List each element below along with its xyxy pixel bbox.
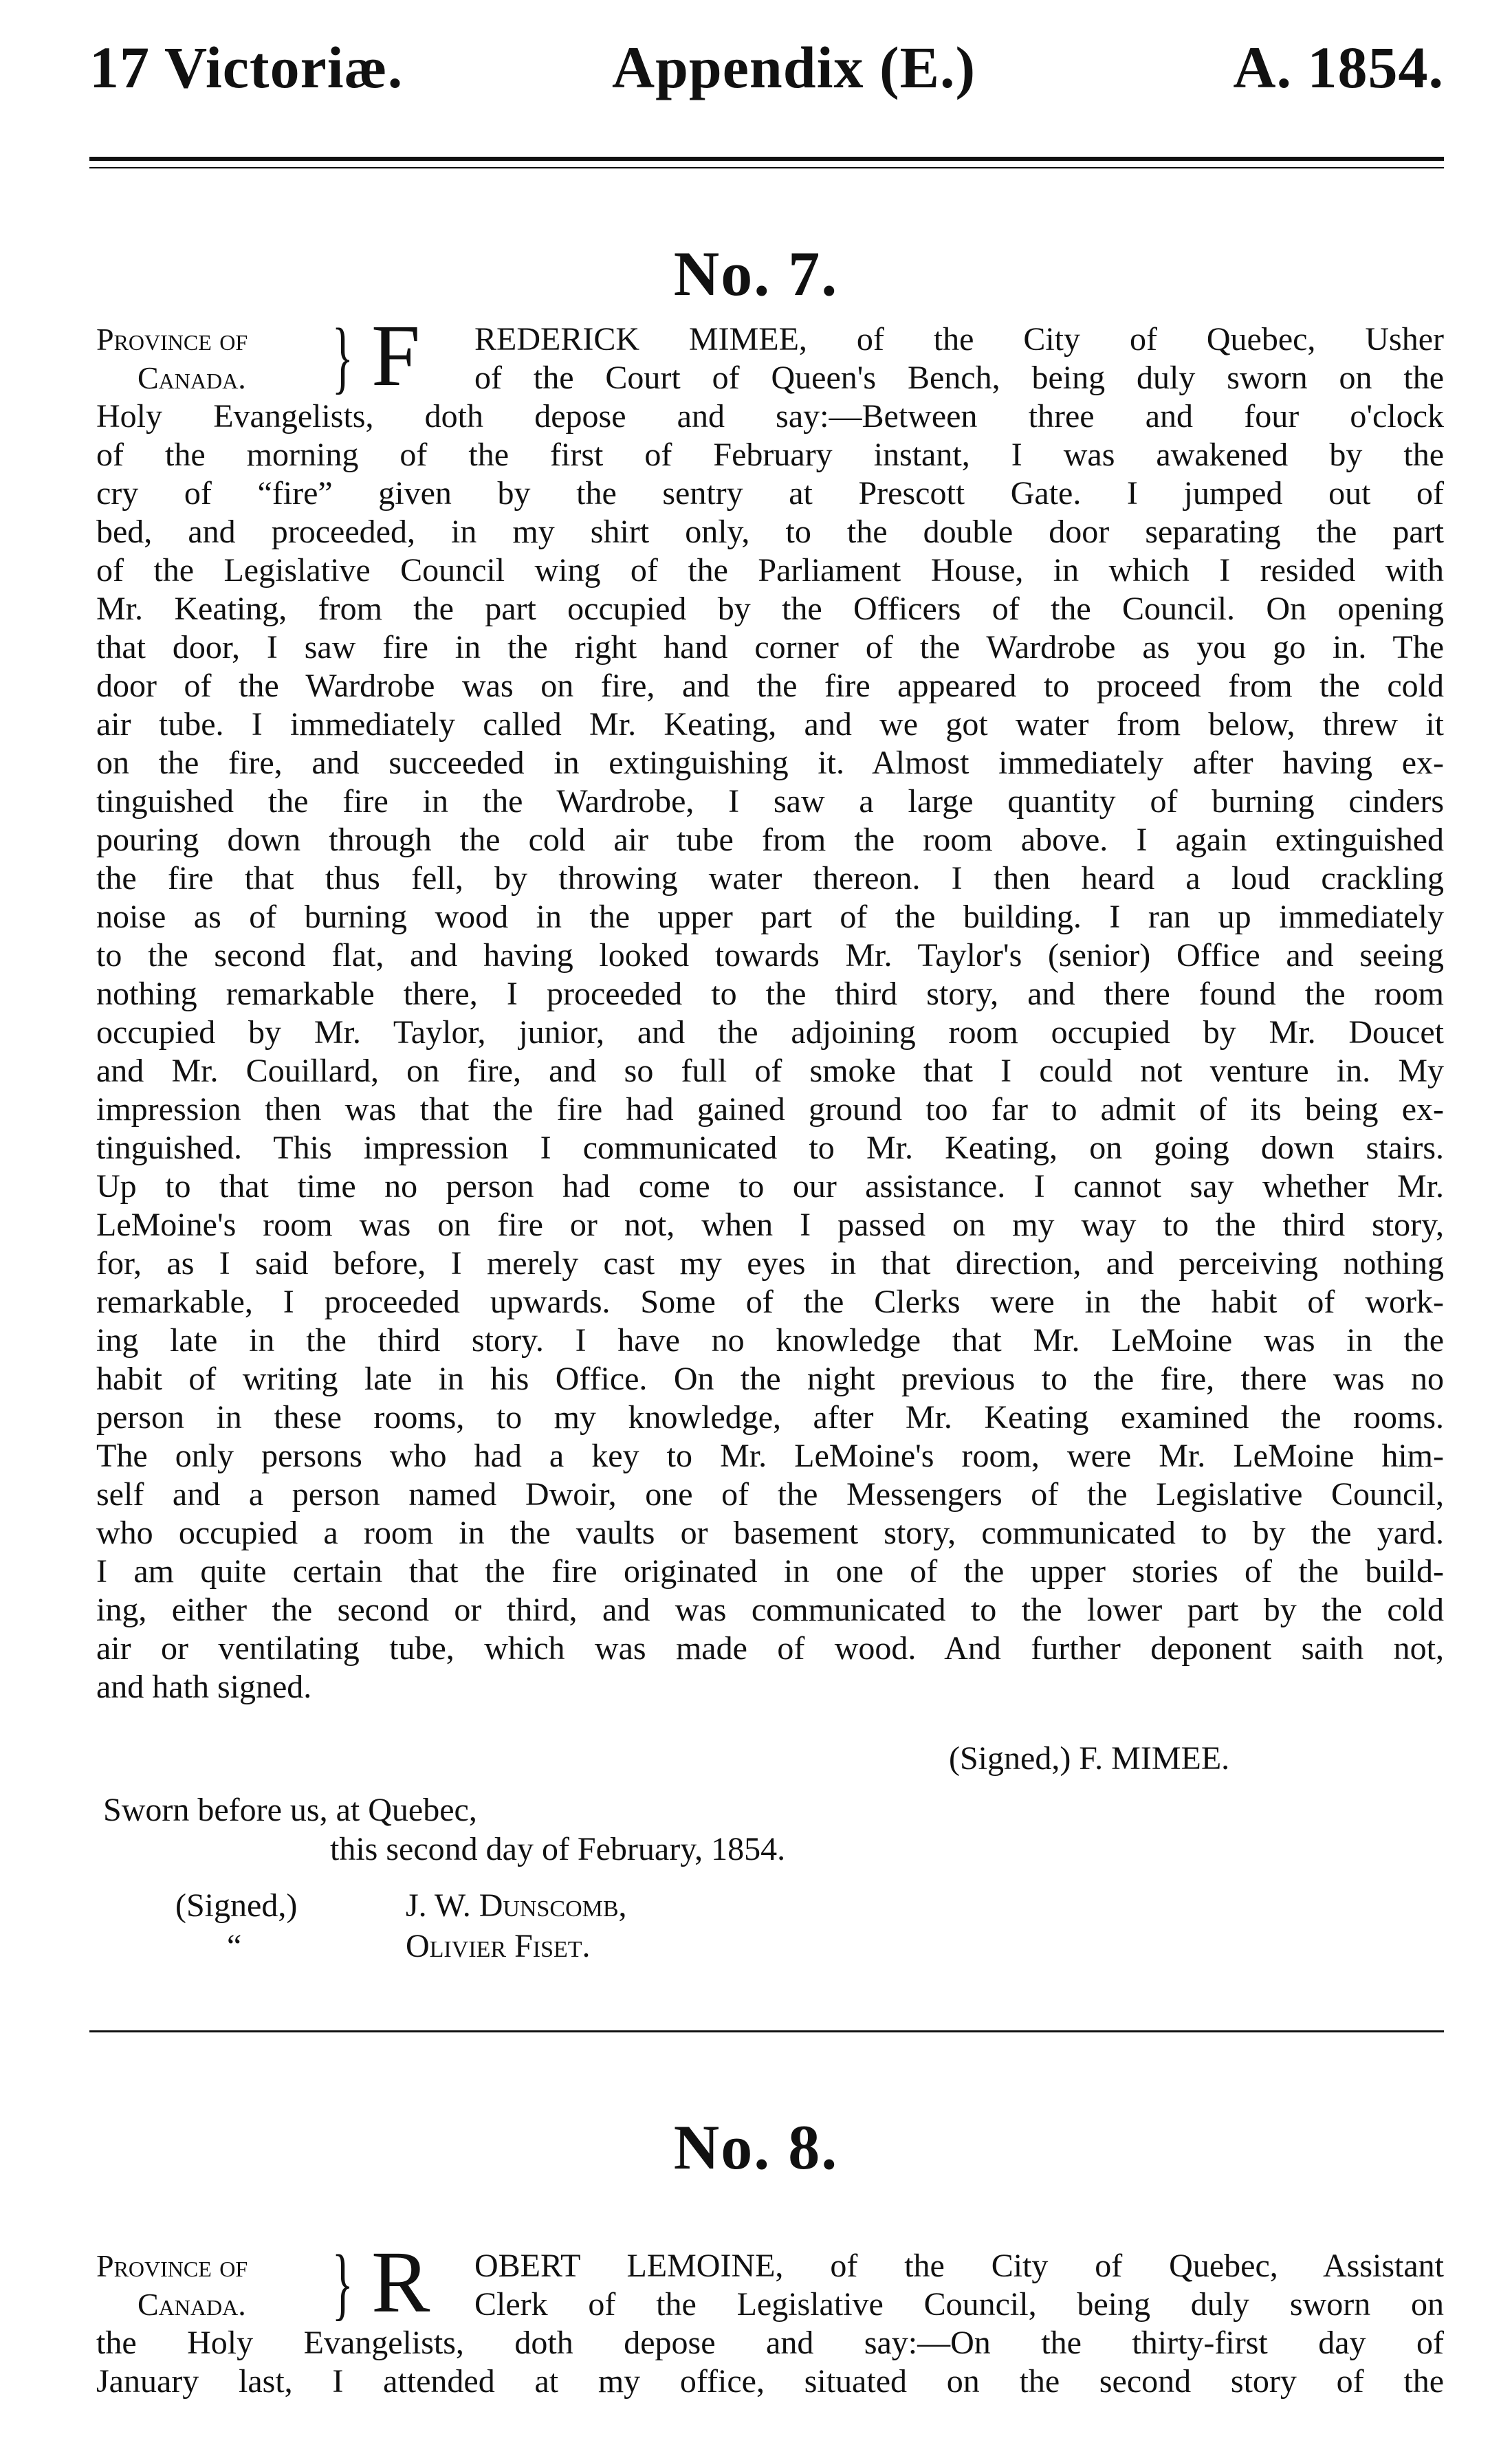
text-line: REDERICK MIMEE, of the City of Quebec, Usher xyxy=(474,321,1444,358)
header-year: A. 1854. xyxy=(1233,34,1444,100)
text-line: air tube. I immediately called Mr. Keating, and we got water from below, threw it xyxy=(96,706,1444,743)
text-line: ing late in the third story. I have no knowledge that Mr. LeMoine was in the xyxy=(96,1322,1444,1359)
brace-mark: } xyxy=(331,311,353,402)
text-line: OBERT LEMOINE, of the City of Quebec, Assistant xyxy=(474,2248,1444,2284)
text-line: impression then was that the fire had gained ground too far to admit of its being ex- xyxy=(96,1091,1444,1128)
text-line: tinguished. This impression I communicated to Mr. Keating, on going down stairs. xyxy=(96,1130,1444,1166)
text-line: that door, I saw fire in the right hand corner of the Wardrobe as you go in. The xyxy=(96,629,1444,666)
text-line: The only persons who had a key to Mr. LeMoine's room, were Mr. LeMoine him- xyxy=(96,1438,1444,1474)
text-line: ing, either the second or third, and was communicated to the lower part by the cold xyxy=(96,1592,1444,1628)
province-line1-no8: Province of xyxy=(96,2248,248,2283)
text-line: Holy Evangelists, doth depose and say:—Between three and four o'clock xyxy=(96,398,1444,435)
page-header xyxy=(89,33,1444,116)
text-line: noise as of burning wood in the upper part of the building. I ran up immediately xyxy=(96,899,1444,935)
text-line: the Holy Evangelists, doth depose and say:—On the thirty-first day of xyxy=(96,2325,1444,2361)
text-line: cry of “fire” given by the sentry at Prescott Gate. I jumped out of xyxy=(96,475,1444,512)
section-title-no8: No. 8. xyxy=(673,2112,839,2182)
section-title-no7: No. 7. xyxy=(673,239,839,309)
text-line: door of the Wardrobe was on fire, and the fire appeared to proceed from the cold xyxy=(96,668,1444,704)
province-line1: Province of xyxy=(96,322,248,357)
signed-label: (Signed,) xyxy=(175,1887,298,1924)
text-line: the fire that thus fell, by throwing water thereon. I then heard a loud crackling xyxy=(96,860,1444,897)
province-line2-no8: Canada. xyxy=(138,2287,246,2322)
text-line: of the Court of Queen's Bench, being duly sworn on the xyxy=(474,360,1444,396)
ditto-mark: “ xyxy=(227,1928,242,1964)
witness-2: Olivier Fiset. xyxy=(406,1928,591,1964)
sworn-line1: Sworn before us, at Quebec, xyxy=(103,1792,477,1828)
text-line: who occupied a room in the vaults or basement story, communicated to by the yard. xyxy=(96,1515,1444,1551)
text-line: Up to that time no person had come to our assistance. I cannot say whether Mr. xyxy=(96,1168,1444,1205)
header-rule-thick xyxy=(89,157,1444,161)
text-line: and hath signed. xyxy=(96,1669,312,1705)
text-line: person in these rooms, to my knowledge, after Mr. Keating examined the rooms. xyxy=(96,1399,1444,1436)
text-line: I am quite certain that the fire originated in one of the upper stories of the build- xyxy=(96,1553,1444,1590)
text-line: January last, I attended at my office, situated on the second story of the xyxy=(96,2363,1444,2400)
brace-mark-no8: } xyxy=(331,2238,353,2328)
header-session: 17 Victoriæ. xyxy=(89,34,404,100)
text-line: habit of writing late in his Office. On the night previous to the fire, there was no xyxy=(96,1361,1444,1397)
text-line: to the second flat, and having looked towards Mr. Taylor's (senior) Office and seeing xyxy=(96,937,1444,974)
text-line: air or ventilating tube, which was made of wood. And further deponent saith not, xyxy=(96,1630,1444,1667)
text-line: for, as I said before, I merely cast my eyes in that direction, and perceiving nothing xyxy=(96,1245,1444,1282)
section-divider xyxy=(89,2030,1444,2032)
drop-cap: F xyxy=(371,307,421,404)
header-rule-thin xyxy=(89,167,1444,168)
text-line: tinguished the fire in the Wardrobe, I saw a large quantity of burning cinders xyxy=(96,783,1444,820)
text-line: of the Legislative Council wing of the Parliament House, in which I resided with xyxy=(96,552,1444,589)
text-line: on the fire, and succeeded in extinguishing it. Almost immediately after having ex- xyxy=(96,745,1444,781)
province-label-no8 xyxy=(96,2247,323,2324)
province-line2: Canada. xyxy=(138,360,246,395)
header-appendix: Appendix (E.) xyxy=(612,34,976,100)
text-line: pouring down through the cold air tube from the room above. I again extinguished xyxy=(96,822,1444,858)
text-line: Clerk of the Legislative Council, being duly sworn on xyxy=(474,2286,1444,2323)
witness-1: J. W. Dunscomb, xyxy=(406,1887,627,1924)
text-line: self and a person named Dwoir, one of the Messengers of the Legislative Council, xyxy=(96,1476,1444,1513)
drop-cap-no8: R xyxy=(371,2233,430,2331)
text-line: occupied by Mr. Taylor, junior, and the adjoining room occupied by Mr. Doucet xyxy=(96,1014,1444,1051)
deponent-signature: (Signed,) F. MIMEE. xyxy=(949,1740,1230,1777)
text-line: bed, and proceeded, in my shirt only, to the double door separating the part xyxy=(96,514,1444,550)
text-line: nothing remarkable there, I proceeded to the third story, and there found the room xyxy=(96,976,1444,1012)
text-line: Mr. Keating, from the part occupied by the Officers of the Council. On opening xyxy=(96,591,1444,627)
text-line: remarkable, I proceeded upwards. Some of the Clerks were in the habit of work- xyxy=(96,1284,1444,1320)
text-line: LeMoine's room was on fire or not, when I passed on my way to the third story, xyxy=(96,1207,1444,1243)
text-line: of the morning of the first of February instant, I was awakened by the xyxy=(96,437,1444,473)
text-line: and Mr. Couillard, on fire, and so full of smoke that I could not venture in. My xyxy=(96,1053,1444,1089)
province-label xyxy=(96,320,323,397)
sworn-line2: this second day of February, 1854. xyxy=(330,1831,786,1867)
